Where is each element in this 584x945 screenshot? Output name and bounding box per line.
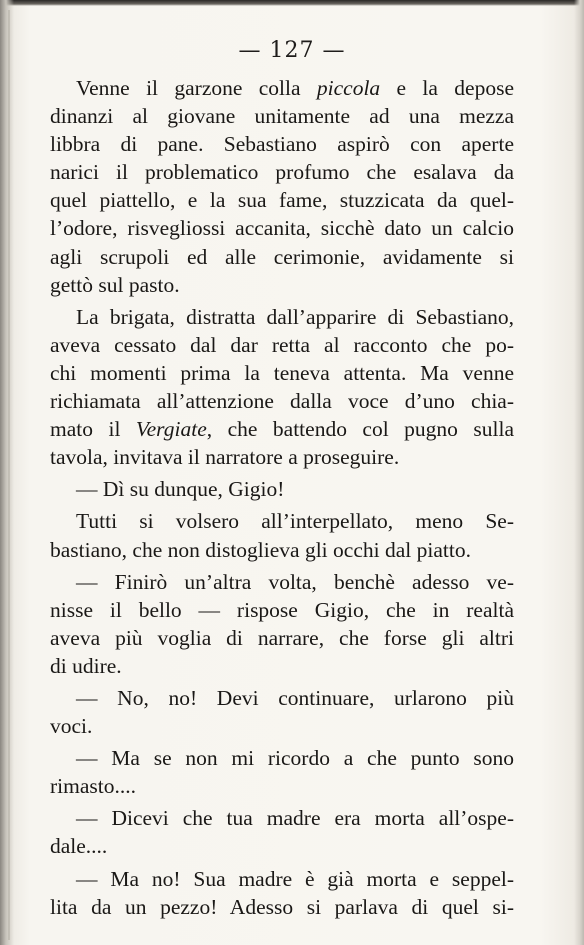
text-line: — No, no! Devi continuare, urlarono più — [76, 685, 514, 710]
text-line: lita da un pezzo! Adesso si parlava di quel si- — [50, 894, 514, 919]
text-line: dale.... — [50, 834, 108, 859]
text-line: bastiano, che non distoglieva gli occhi dal piatto. — [50, 537, 471, 562]
text-line: — Dì su dunque, Gigio! — [76, 477, 285, 502]
text-line: — Dicevi che tua madre era morta all’ospe- — [76, 806, 514, 831]
text-line: La brigata, distratta dall’apparire di Sebastiano, — [76, 304, 514, 329]
text-line: dinanzi al giovane unitamente ad una mezza — [50, 104, 514, 129]
text-line: mato il Vergiate, che battendo col pugno sulla — [50, 417, 514, 442]
text-line: chi momenti prima la teneva attenta. Ma venne — [50, 360, 514, 385]
italic-word: piccola — [316, 76, 381, 100]
text-line: quel piattello, e la sua fame, stuzzicata da quel- — [50, 188, 514, 213]
text-line: l’odore, risvegliossi accanita, sicchè dato un calcio — [50, 216, 514, 241]
page-binding-shadow — [0, 0, 14, 945]
paragraph — [50, 568, 514, 680]
text-line: libbra di pane. Sebastiano aspirò con aperte — [50, 132, 514, 157]
page-body-text — [50, 74, 514, 921]
paragraph — [50, 744, 514, 800]
text-line: Venne il garzone colla piccola e la depose — [76, 76, 514, 100]
text-line: — Ma se non mi ricordo a che punto sono — [76, 746, 514, 771]
page-right-edge — [574, 0, 584, 945]
paragraph — [50, 507, 514, 563]
text-line: — Finirò un’altra volta, benchè adesso ve- — [76, 569, 514, 594]
paragraph — [50, 865, 514, 921]
page-number: — 127 — — [238, 38, 346, 63]
italic-word: Vergiate — [135, 417, 207, 442]
paragraph — [50, 475, 514, 503]
text-line: — Ma no! Sua madre è già morta e seppel- — [76, 866, 514, 891]
text-line: aveva più voglia di narrare, che forse gli altri — [50, 625, 514, 650]
text-line: narici il problematico profumo che esalava da — [50, 160, 514, 185]
text-line: di udire. — [50, 653, 122, 678]
text-line: voci. — [50, 714, 93, 739]
text-line: rimasto.... — [50, 774, 136, 799]
page-top-edge — [0, 0, 584, 6]
page-binding-line — [8, 10, 10, 940]
text-line: agli scrupoli ed alle cerimonie, avidamente si — [50, 244, 514, 269]
text-line: richiamata all’attenzione dalla voce d’uno chia- — [50, 389, 514, 414]
text-line: gettò sul pasto. — [50, 272, 180, 297]
text-line: Tutti si volsero all’interpellato, meno Se- — [76, 509, 514, 534]
text-line: aveva cessato dal dar retta al racconto che po- — [50, 332, 514, 357]
paragraph — [50, 303, 514, 472]
text-line: tavola, invitava il narratore a proseguire. — [50, 445, 400, 470]
paragraph — [50, 684, 514, 740]
paragraph — [50, 74, 514, 299]
text-line: nisse il bello — rispose Gigio, che in realtà — [50, 597, 514, 622]
paragraph — [50, 804, 514, 860]
